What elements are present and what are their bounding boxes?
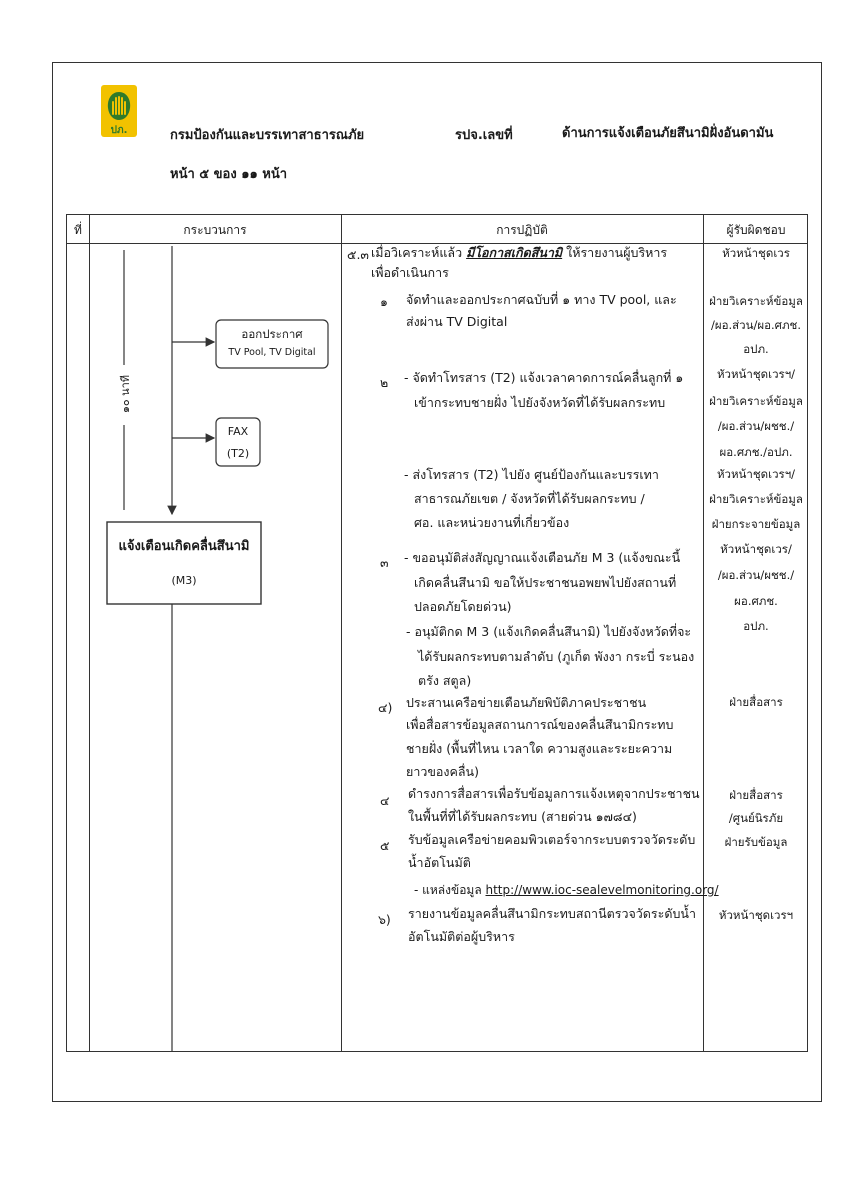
resp-15: อปภ. bbox=[743, 619, 769, 633]
announce-box-subtitle: TV Pool, TV Digital bbox=[228, 347, 316, 358]
resp-8: ผอ.ศภช./อปภ. bbox=[719, 445, 793, 459]
resp-14: ผอ.ศภช. bbox=[734, 594, 778, 608]
resp-17: ฝ่ายสื่อสาร bbox=[729, 788, 783, 802]
col-header-action: การปฏิบัติ bbox=[496, 223, 548, 237]
item-7-number: ๖) bbox=[378, 912, 391, 927]
item-3-line3: ปลอดภัยโดยด่วน) bbox=[414, 599, 512, 614]
resp-13: /ผอ.ส่วน/ผชช./ bbox=[717, 568, 795, 582]
item-3-line2: เกิดคลื่นสึนามิ ขอให้ประชาชนอพยพไปยังสถานที่ bbox=[414, 575, 677, 590]
fax-box-title: FAX bbox=[227, 425, 249, 438]
item-3b-line1: - อนุมัติกด M 3 (แจ้งเกิดคลื่นสึนามิ) ไปยังจังหวัดที่จะ bbox=[406, 624, 692, 639]
warning-box-subtitle: (M3) bbox=[171, 574, 197, 587]
item-5-line2: ในพื้นที่ที่ได้รับผลกระทบ (สายด่วน ๑๗๘๔) bbox=[408, 809, 637, 824]
resp-19: ฝ่ายรับข้อมูล bbox=[724, 835, 788, 849]
fax-box-subtitle: (T2) bbox=[226, 447, 250, 460]
item-1-line1: จัดทำและออกประกาศฉบับที่ ๑ ทาง TV pool, และ bbox=[406, 292, 677, 307]
item-6-source: - แหล่งข้อมูล http://www.ioc-sealevelmonitoring.org/ bbox=[414, 883, 719, 897]
col-header-process: กระบวนการ bbox=[183, 223, 247, 237]
logo-text: ปภ. bbox=[110, 125, 128, 136]
resp-3: /ผอ.ส่วน/ผอ.ศภช. bbox=[710, 318, 802, 332]
resp-12: หัวหน้าชุดเวร/ bbox=[720, 542, 792, 556]
item-6-number: ๕ bbox=[380, 838, 390, 853]
step-5-3-number: ๕.๓ bbox=[347, 247, 369, 262]
step-5-3-line1: เมื่อวิเคราะห์แล้ว มีโอกาสเกิดสึนามิ ให้รายงานผู้บริหาร bbox=[371, 245, 668, 260]
resp-5: หัวหน้าชุดเวรฯ/ bbox=[716, 367, 796, 381]
resp-1: หัวหน้าชุดเวร bbox=[722, 246, 790, 260]
resp-11: ฝ่ายกระจายข้อมูล bbox=[711, 517, 801, 531]
item-4-line1: ประสานเครือข่ายเตือนภัยพิบัติภาคประชาชน bbox=[406, 695, 647, 710]
item-5-line1: ดำรงการสื่อสารเพื่อรับข้อมูลการแจ้งเหตุจากประชาชน bbox=[408, 786, 700, 801]
item-4-line2: เพื่อสื่อสารข้อมูลสถานการณ์ของคลื่นสึนามิกระทบ bbox=[406, 717, 674, 732]
item-1-line2: ส่งผ่าน TV Digital bbox=[406, 314, 508, 329]
resp-4: อปภ. bbox=[743, 342, 769, 356]
item-4-line3: ชายฝั่ง (พื้นที่ไหน เวลาใด ความสูงและระยะความ bbox=[406, 741, 673, 756]
source-url-link[interactable]: http://www.ioc-sealevelmonitoring.org/ bbox=[485, 883, 719, 897]
item-3b-line2: ได้รับผลกระทบตามลำดับ (ภูเก็ต พังงา กระบี่ ระนอง bbox=[418, 649, 695, 664]
col-header-responsible: ผู้รับผิดชอบ bbox=[726, 223, 786, 237]
item-2b-line3: ศอ. และหน่วยงานที่เกี่ยวข้อง bbox=[414, 515, 570, 530]
resp-9: หัวหน้าชุดเวรฯ/ bbox=[716, 467, 796, 481]
item-4-number: ๔) bbox=[378, 700, 393, 715]
item-6-line1: รับข้อมูลเครือข่ายคอมพิวเตอร์จากระบบตรวจวัดระดับ bbox=[408, 832, 696, 847]
resp-10: ฝ่ายวิเคราะห์ข้อมูล bbox=[709, 492, 803, 506]
item-2-line2: เข้ากระทบชายฝั่ง ไปยังจังหวัดที่ได้รับผลกระทบ bbox=[414, 395, 666, 410]
item-7-line2: อัตโนมัติต่อผู้บริหาร bbox=[408, 929, 515, 944]
resp-18: /ศูนย์นิรภัย bbox=[728, 811, 784, 825]
doc-topic: ด้านการแจ้งเตือนภัยสึนามิฝั่งอันดามัน bbox=[562, 126, 774, 141]
resp-20: หัวหน้าชุดเวรฯ bbox=[718, 908, 794, 922]
item-6-line2: น้ำอัตโนมัติ bbox=[408, 855, 471, 870]
item-3-line1: - ขออนุมัติส่งสัญญาณแจ้งเตือนภัย M 3 (แจ้งขณะนี้ bbox=[404, 550, 681, 565]
item-1-number: ๑ bbox=[380, 294, 388, 309]
item-5-number: ๔ bbox=[380, 793, 390, 808]
department-name: กรมป้องกันและบรรเทาสาธารณภัย bbox=[170, 128, 365, 143]
announce-box-title: ออกประกาศ bbox=[241, 327, 303, 341]
page-number: หน้า ๕ ของ ๑๑ หน้า bbox=[170, 167, 287, 182]
doc-number-label: รปจ.เลขที่ bbox=[455, 128, 513, 143]
resp-6: ฝ่ายวิเคราะห์ข้อมูล bbox=[709, 394, 803, 408]
step-5-3-line2: เพื่อดำเนินการ bbox=[371, 265, 449, 280]
col-header-no: ที่ bbox=[74, 223, 82, 237]
item-2-number: ๒ bbox=[380, 375, 389, 390]
item-2b-line1: - ส่งโทรสาร (T2) ไปยัง ศูนย์ป้องกันและบรรเทา bbox=[404, 467, 659, 482]
item-3-number: ๓ bbox=[380, 555, 389, 570]
warning-box-title: แจ้งเตือนเกิดคลื่นสึนามิ bbox=[118, 539, 250, 554]
resp-16: ฝ่ายสื่อสาร bbox=[729, 695, 783, 709]
item-7-line1: รายงานข้อมูลคลื่นสึนามิกระทบสถานีตรวจวัดระดับน้ำ bbox=[408, 906, 696, 921]
item-3b-line3: ตรัง สตูล) bbox=[418, 673, 472, 688]
item-2-line1: - จัดทำโทรสาร (T2) แจ้งเวลาคาดการณ์คลื่นลูกที่ ๑ bbox=[404, 370, 684, 385]
item-2b-line2: สาธารณภัยเขต / จังหวัดที่ได้รับผลกระทบ / bbox=[414, 491, 645, 506]
resp-7: /ผอ.ส่วน/ผชช./ bbox=[717, 419, 795, 433]
resp-2: ฝ่ายวิเคราะห์ข้อมูล bbox=[709, 294, 803, 308]
time-label: ๑๐ นาที bbox=[119, 374, 132, 414]
item-4-line4: ยาวของคลื่น) bbox=[406, 764, 479, 779]
